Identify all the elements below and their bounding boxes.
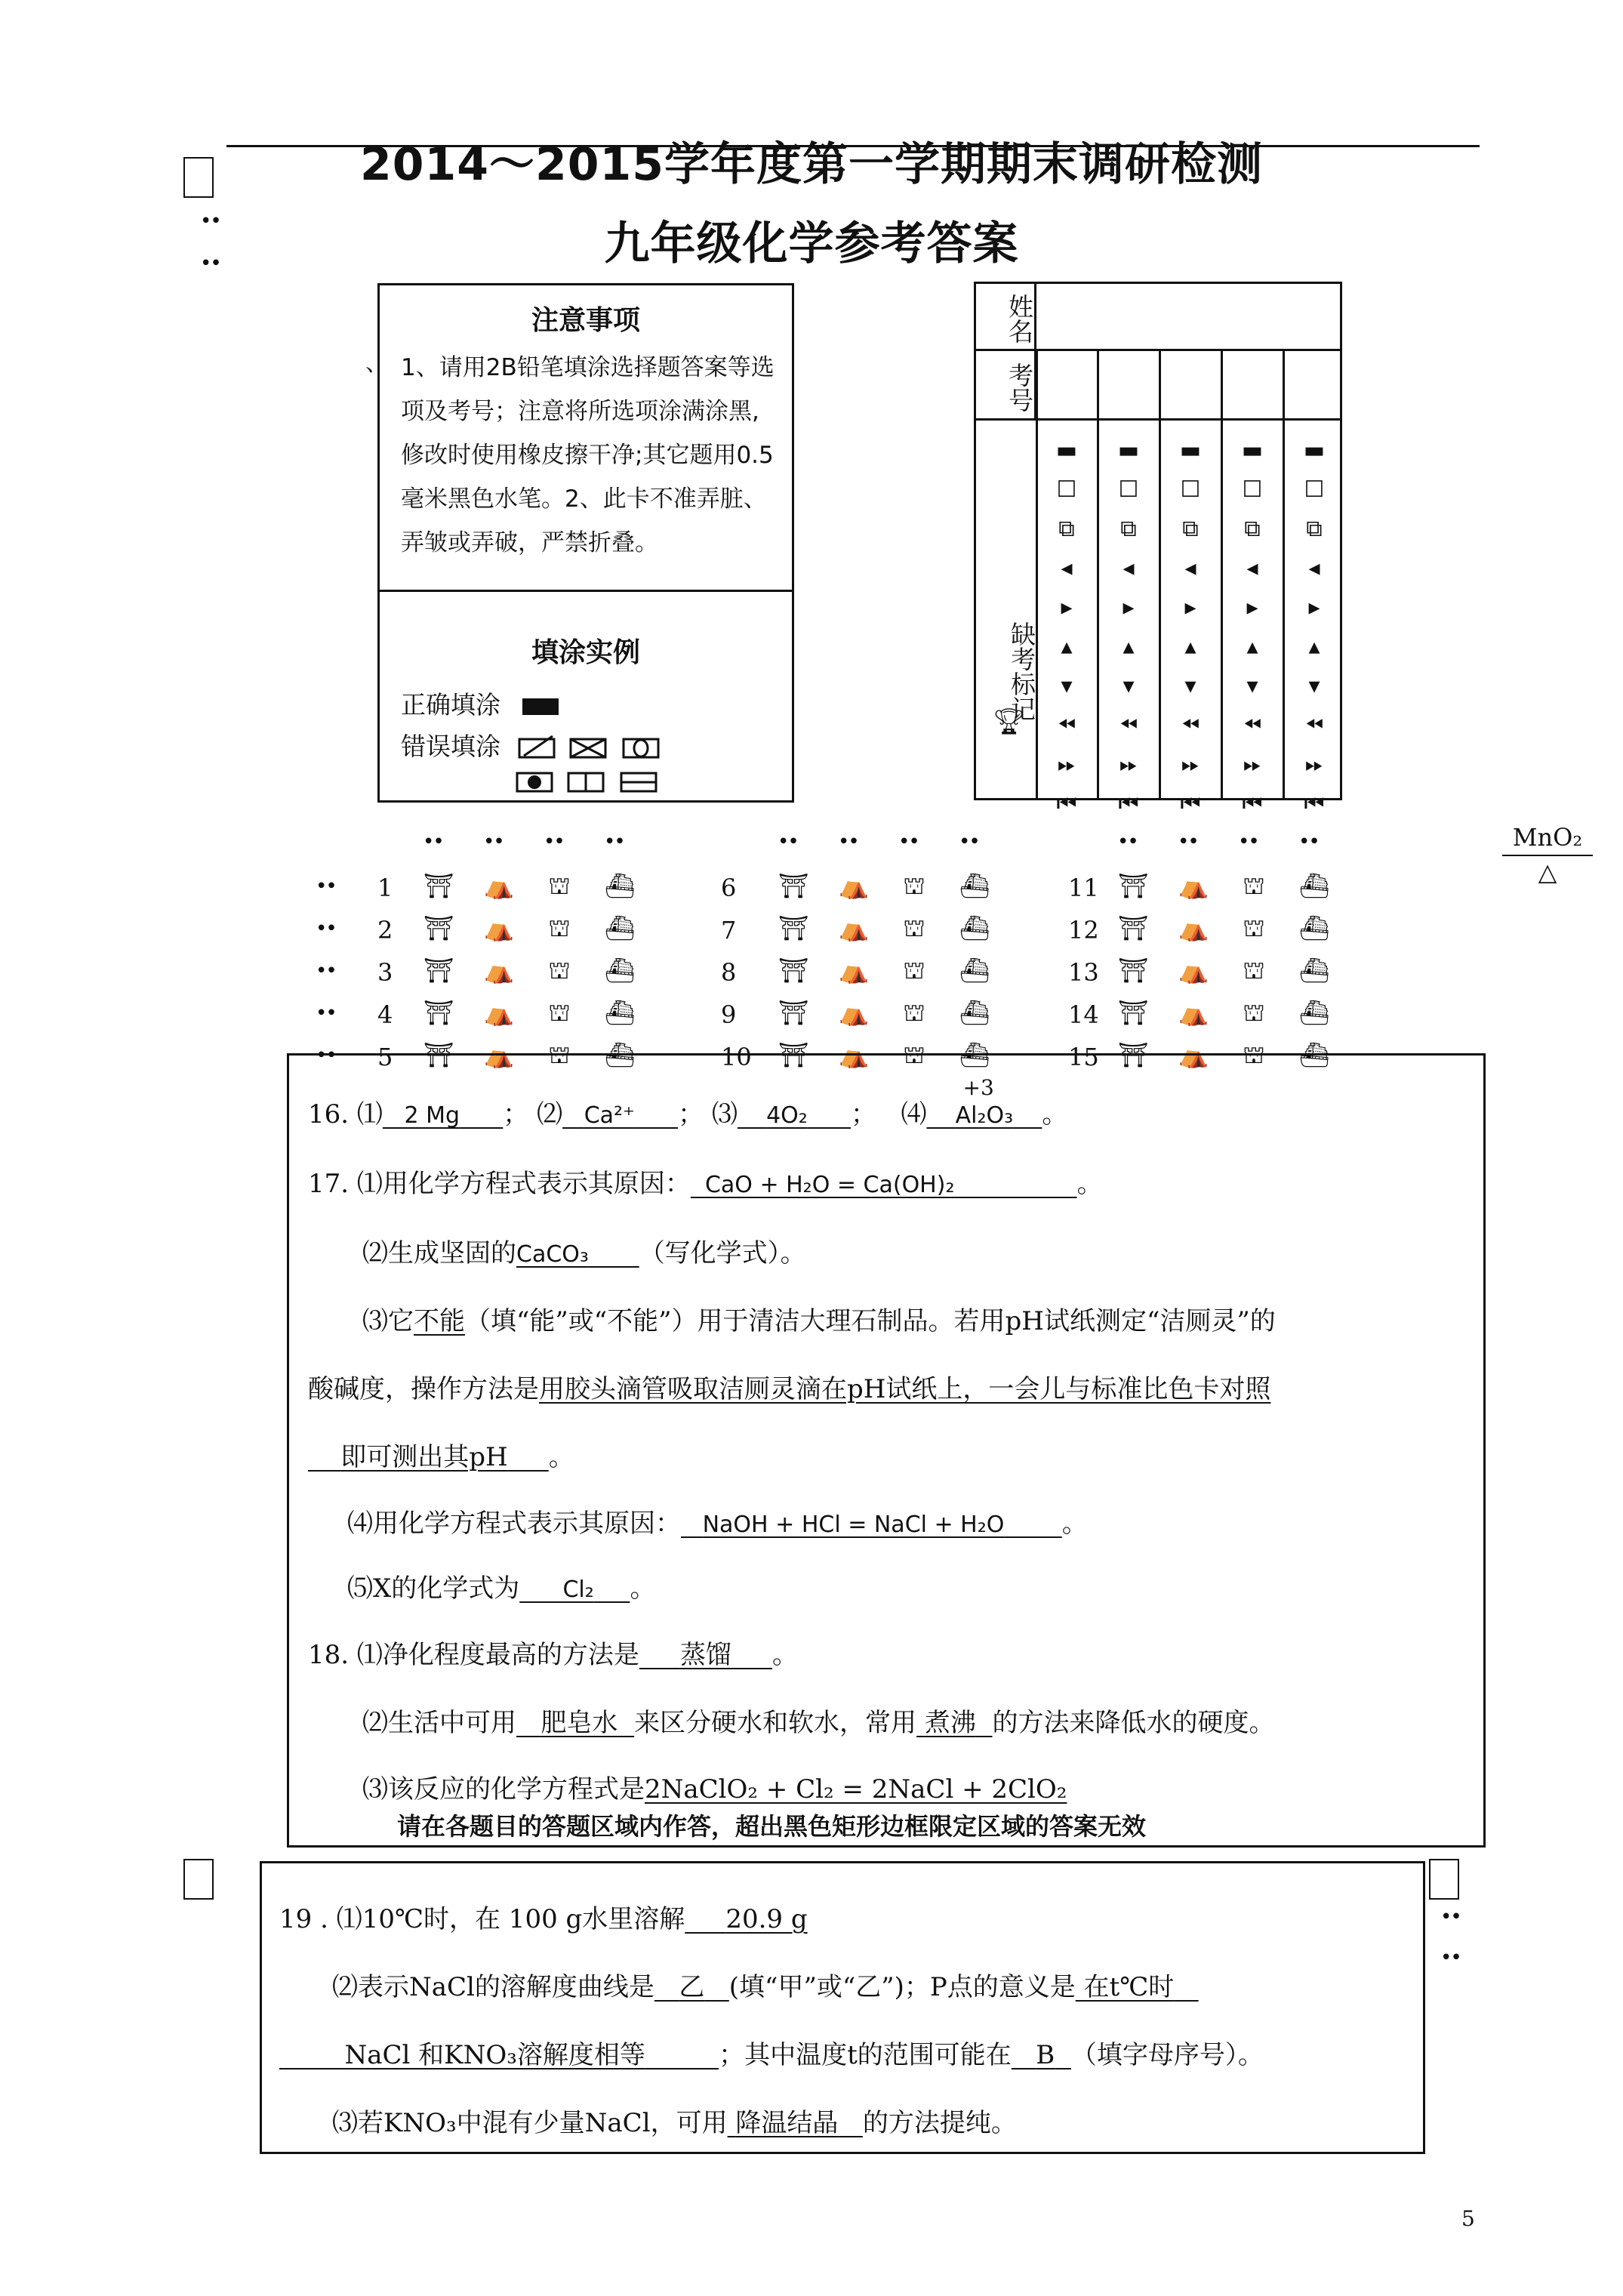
dots-icon: ••: [898, 831, 919, 853]
q17-line-4: [308, 1368, 1471, 1405]
answer-bubble-6-3[interactable]: ⛫: [903, 871, 925, 900]
answer-bubble-10-2[interactable]: ⛺: [839, 1040, 869, 1069]
q18-text: ⑴净化程度最高的方法是: [356, 1640, 639, 1670]
dots-icon: ••: [200, 210, 220, 233]
answer-bubble-3-4[interactable]: ⛴: [604, 956, 636, 985]
answer-bubble-3-2[interactable]: ⛺: [484, 956, 514, 985]
q19-line-3: [279, 2034, 1412, 2071]
bubble-column: ▬ ☐ ⧉ ◂ ▸ ▴ ▾ ⏪︎ ⏩︎ ⏮︎: [1055, 437, 1078, 817]
wrong-fill-samples-icon: [516, 769, 667, 796]
dots-icon: ••: [1178, 831, 1198, 853]
q16-part-1: ⑴: [356, 1099, 383, 1130]
bubble-column: ▬ ☐ ⧉ ◂ ▸ ▴ ▾ ⏪︎ ⏩︎ ⏮︎: [1241, 437, 1264, 817]
name-label: 姓名: [976, 284, 1036, 350]
answer-bubble-10-4[interactable]: ⛴: [959, 1040, 990, 1069]
answer-bubble-15-3[interactable]: ⛫: [1243, 1040, 1265, 1069]
question-number: 13: [1068, 958, 1099, 987]
q18-text: 的方法来降低水的硬度。: [992, 1708, 1275, 1738]
answer-bubble-13-4[interactable]: ⛴: [1298, 956, 1330, 985]
q18-number: 18.: [308, 1640, 350, 1670]
answer-bubble-7-4[interactable]: ⛴: [959, 914, 990, 942]
example-heading: 填涂实例: [531, 637, 640, 668]
q18-text: ⑶该反应的化学方程式是: [362, 1774, 645, 1804]
answer-bubble-9-1[interactable]: ⛩: [778, 998, 809, 1027]
q18-line-3: [362, 1768, 1480, 1805]
dots-icon: ••: [544, 831, 564, 853]
answer-bubble-11-2[interactable]: ⛺: [1178, 871, 1209, 900]
page-subtitle: 九年级化学参考答案: [604, 217, 1019, 270]
dots-icon: ••: [200, 252, 220, 275]
q18-answer-1: 蒸馏: [679, 1640, 731, 1670]
q16-number: 16.: [308, 1099, 350, 1130]
dots-icon: ••: [778, 831, 798, 853]
answer-bubble-3-3[interactable]: ⛫: [548, 956, 571, 985]
q17-line-2: [362, 1232, 1419, 1269]
answer-bubble-9-2[interactable]: ⛺: [839, 998, 869, 1027]
dots-icon: ••: [423, 831, 443, 853]
grid-line: [976, 418, 1340, 421]
q16-part-3: ⑶: [711, 1099, 738, 1130]
question-number: 15: [1068, 1043, 1099, 1071]
side-formula: [1502, 823, 1593, 886]
dots-icon: ••: [838, 831, 858, 853]
question-number: 14: [1068, 1000, 1099, 1029]
q19-text: 的方法提纯。: [862, 2108, 1017, 2138]
grid-line: [1097, 349, 1099, 800]
answer-bubble-1-4[interactable]: ⛴: [604, 871, 636, 900]
q17-answer-2: CaCO₃: [516, 1241, 589, 1268]
notice-section: [380, 285, 792, 592]
id-label: 考号: [976, 351, 1036, 421]
answer-bubble-1-2[interactable]: ⛺: [484, 871, 514, 900]
q17-answer-7: Cl₂: [562, 1576, 594, 1603]
answer-bubble-1-3[interactable]: ⛫: [548, 871, 571, 900]
q19-line-1: [279, 1898, 1412, 1935]
answer-bubble-2-4[interactable]: ⛴: [604, 914, 636, 942]
answer-bubble-5-2[interactable]: ⛺: [484, 1040, 514, 1069]
notice-text: 1、请用2B铅笔填涂选择题答案等选项及考号；注意将所选项涂满涂黑,修改时使用橡皮擦干净;其它题用0.5毫米黑色水笔。2、此卡不准弄脏、弄皱或弄破，严禁折叠。: [401, 354, 775, 556]
q16-line: 16. ⑴ 2 Mg ； ⑵ Ca²⁺ ； ⑶ 4O₂ ； ⑷ Al₂O₃ +3 。: [308, 1075, 1068, 1130]
q16-part-4: ⑷: [901, 1099, 927, 1130]
q19-answer-2: 乙: [679, 1972, 705, 2002]
answer-bubble-8-1[interactable]: ⛩: [778, 956, 809, 985]
question-number: 9: [721, 1000, 737, 1029]
question-number: 2: [377, 916, 393, 945]
q17-line-7: ⑸X的化学式为 Cl₂ 。: [347, 1573, 656, 1604]
correct-fill-sample: [522, 698, 559, 715]
answer-bubble-8-2[interactable]: ⛺: [839, 956, 869, 985]
correct-fill-row: [401, 686, 559, 721]
q17-text: ⑴用化学方程式表示其原因：: [356, 1169, 691, 1199]
answer-bubble-6-1[interactable]: ⛩: [778, 871, 809, 900]
bubble-column: ▬ ☐ ⧉ ◂ ▸ ▴ ▾ ⏪︎ ⏩︎ ⏮︎: [1303, 437, 1326, 817]
q19-answer-6: 降温结晶: [735, 2108, 839, 2138]
q19-text: ⑶若KNO₃中混有少量NaCl，可用: [332, 2108, 728, 2138]
dots-icon: ••: [316, 875, 336, 898]
q19-answer-4: NaCl 和KNO₃溶解度相等: [344, 2040, 645, 2070]
answer-bubble-2-2[interactable]: ⛺: [484, 914, 514, 942]
answer-bubble-10-1[interactable]: ⛩: [778, 1040, 809, 1069]
answer-bubble-15-4[interactable]: ⛴: [1298, 1040, 1330, 1069]
q16-answer-3: 4O₂: [766, 1102, 808, 1129]
answer-bubble-12-2[interactable]: ⛺: [1178, 914, 1209, 942]
q16-answer-4: Al₂O₃ +3: [955, 1075, 1014, 1129]
grid-line: [1283, 349, 1285, 800]
answer-bubble-8-3[interactable]: ⛫: [903, 956, 925, 985]
trophy-icon: 🏆︎: [993, 707, 1026, 737]
answer-bubble-7-2[interactable]: ⛺: [839, 914, 869, 942]
q19-answer-5: B: [1036, 2040, 1055, 2070]
q17-text: （填“能”或“不能”）用于清洁大理石制品。若用pH试纸测定“洁厕灵”的: [465, 1306, 1276, 1336]
answer-bubble-11-1[interactable]: ⛩: [1117, 871, 1149, 900]
q17-line-6: ⑷用化学方程式表示其原因： NaOH + HCl = NaCl + H₂O 。: [347, 1509, 1088, 1539]
answer-bubble-6-2[interactable]: ⛺: [839, 871, 869, 900]
answer-bubble-13-1[interactable]: ⛩: [1117, 956, 1149, 985]
wrong-fill-row: [401, 727, 684, 763]
answer-bubble-4-2[interactable]: ⛺: [484, 998, 514, 1027]
q17-text: 酸碱度，操作方法是: [308, 1374, 539, 1404]
q18-text: 来区分硬水和软水，常用: [634, 1708, 917, 1738]
notice-heading: 注意事项: [531, 305, 640, 336]
answer-area-warning: 请在各题目的答题区域内作答，超出黑色矩形边框限定区域的答案无效: [397, 1812, 1147, 1841]
bubble-column: ▬ ☐ ⧉ ◂ ▸ ▴ ▾ ⏪︎ ⏩︎ ⏮︎: [1117, 437, 1140, 817]
dots-icon: ••: [316, 1044, 336, 1067]
answer-bubble-4-1[interactable]: ⛩: [423, 998, 454, 1027]
q18-answer-2a: 肥皂水: [540, 1708, 618, 1738]
q19-answer-3: 在t℃时: [1083, 1972, 1175, 2002]
answer-bubble-14-3[interactable]: ⛫: [1243, 998, 1265, 1027]
question-number: 3: [377, 958, 393, 987]
q17-text: ⑶它: [362, 1306, 414, 1336]
q17-text: ⑷用化学方程式表示其原因：: [347, 1509, 681, 1539]
q17-line-1: 17. ⑴用化学方程式表示其原因： CaO + H₂O = Ca(OH)₂ 。: [308, 1169, 1103, 1199]
answer-bubble-12-4[interactable]: ⛴: [1298, 914, 1330, 942]
answer-bubble-6-4[interactable]: ⛴: [959, 871, 990, 900]
q16-answer-1: 2 Mg: [404, 1102, 460, 1129]
formula-top: MnO₂: [1502, 823, 1593, 856]
question-number: 1: [377, 874, 393, 902]
dots-icon: ••: [604, 831, 624, 853]
formula-bottom: △: [1538, 858, 1557, 886]
answer-bubble-12-3[interactable]: ⛫: [1243, 914, 1265, 942]
checkbox-icon: [1429, 1859, 1459, 1900]
checkbox-icon: [183, 1859, 214, 1900]
q19-line-2: [332, 1966, 1419, 2003]
q17-line-5: 即可测出其pH 。: [308, 1436, 1365, 1473]
answer-bubble-5-3[interactable]: ⛫: [548, 1040, 571, 1069]
answer-bubble-13-2[interactable]: ⛺: [1178, 956, 1209, 985]
answer-bubble-2-3[interactable]: ⛫: [548, 914, 571, 942]
answer-bubble-11-4[interactable]: ⛴: [1298, 871, 1330, 900]
answer-bubble-1-1[interactable]: ⛩: [423, 871, 454, 900]
q19-answer-1: 20.9 g: [725, 1904, 808, 1934]
q18-text: ⑵生活中可用: [362, 1708, 516, 1738]
q17-answer-6: NaOH + HCl = NaCl + H₂O: [702, 1512, 1005, 1538]
question-number: 5: [377, 1043, 393, 1071]
question-number: 4: [377, 1000, 393, 1029]
wrong-fill-row-2: [516, 769, 667, 802]
grid-line: [1159, 349, 1161, 800]
q17-text: （写化学式）。: [639, 1238, 806, 1268]
q17-answer-1: CaO + H₂O = Ca(OH)₂: [704, 1172, 955, 1198]
q19-number: 19 .: [279, 1904, 328, 1934]
q19-text: (填“甲”或“乙”)；P点的意义是: [728, 1972, 1076, 2002]
page-number: 5: [1461, 2206, 1475, 2231]
answer-bubble-4-3[interactable]: ⛫: [548, 998, 571, 1027]
answer-bubble-2-1[interactable]: ⛩: [423, 914, 454, 942]
answer-bubble-7-1[interactable]: ⛩: [778, 914, 809, 942]
answer-bubble-7-3[interactable]: ⛫: [903, 914, 925, 942]
q17-line-3: [362, 1300, 1480, 1337]
q16-part-2: ⑵: [537, 1099, 563, 1130]
answer-bubble-12-1[interactable]: ⛩: [1117, 914, 1149, 942]
grid-line: [1221, 349, 1223, 800]
answer-bubble-5-4[interactable]: ⛴: [604, 1040, 636, 1069]
dots-icon: ••: [316, 1002, 336, 1025]
answer-bubble-14-4[interactable]: ⛴: [1298, 998, 1330, 1027]
answer-bubble-14-2[interactable]: ⛺: [1178, 998, 1209, 1027]
dots-icon: ••: [316, 960, 336, 982]
question-number: 12: [1068, 916, 1099, 945]
q17-answer-3: 不能: [414, 1306, 465, 1336]
dots-icon: ••: [1117, 831, 1138, 853]
dots-icon: ••: [1440, 1906, 1461, 1928]
q19-text: （填字母序号）。: [1070, 2040, 1264, 2070]
page-title: 2014～2015学年度第一学期期末调研检测: [360, 138, 1263, 191]
q18-line-2: [362, 1702, 1480, 1739]
q19-text: ⑵表示NaCl的溶解度曲线是: [332, 1972, 654, 2002]
dots-icon: ••: [483, 831, 504, 853]
answer-bubble-10-3[interactable]: ⛫: [903, 1040, 925, 1069]
q19-text: ⑴10℃时，在 100 g水里溶解: [336, 1904, 685, 1934]
answer-bubble-13-3[interactable]: ⛫: [1243, 956, 1265, 985]
notice-box: [377, 283, 794, 803]
correct-fill-label: 正确填涂: [401, 690, 500, 720]
q18-answer-3: 2NaClO₂ + Cl₂ = 2NaCl + 2ClO₂: [645, 1774, 1067, 1804]
student-info-grid: [974, 282, 1342, 817]
question-number: 6: [721, 874, 737, 902]
dots-icon: ••: [316, 917, 336, 940]
q17-number: 17.: [308, 1169, 350, 1199]
answer-bubble-15-1[interactable]: ⛩: [1117, 1040, 1149, 1069]
question-number: 11: [1068, 874, 1099, 902]
dots-icon: ••: [1298, 831, 1319, 853]
dots-icon: ••: [1440, 1946, 1461, 1969]
question-number: 8: [721, 958, 737, 987]
answer-bubble-9-4[interactable]: ⛴: [959, 998, 990, 1027]
q17-text: ⑵生成坚固的: [362, 1238, 516, 1268]
question-number: 10: [721, 1043, 752, 1071]
answer-bubble-14-1[interactable]: ⛩: [1117, 998, 1149, 1027]
answer-bubble-11-3[interactable]: ⛫: [1243, 871, 1265, 900]
q18-answer-2b: 煮沸: [924, 1708, 976, 1738]
q17-answer-4: 用胶头滴管吸取洁厕灵滴在pH试纸上，一会儿与标准比色卡对照: [539, 1374, 1271, 1404]
answer-bubble-9-3[interactable]: ⛫: [903, 998, 925, 1027]
answer-bubble-8-4[interactable]: ⛴: [959, 956, 990, 985]
q17-text: ⑸X的化学式为: [347, 1573, 520, 1604]
q16-valence: +3: [962, 1075, 994, 1100]
q16-answer-2: Ca²⁺: [584, 1102, 635, 1129]
answer-bubble-3-1[interactable]: ⛩: [423, 956, 454, 985]
answer-bubble-4-4[interactable]: ⛴: [604, 998, 636, 1027]
question-number: 7: [721, 916, 737, 945]
bubble-column: ▬ ☐ ⧉ ◂ ▸ ▴ ▾ ⏪︎ ⏩︎ ⏮︎: [1179, 437, 1202, 817]
q17-answer-5: 即可测出其pH: [340, 1442, 508, 1472]
absent-label: 缺考标记: [1007, 621, 1036, 721]
wrong-fill-samples-icon: [518, 733, 684, 763]
dots-icon: ••: [1238, 831, 1258, 853]
answer-bubble-5-1[interactable]: ⛩: [423, 1040, 454, 1069]
comma-mark: 、: [365, 350, 388, 377]
q19-text: ；其中温度t的范围可能在: [719, 2040, 1012, 2070]
dots-icon: ••: [959, 831, 979, 853]
q18-line-1: 18. ⑴净化程度最高的方法是 蒸馏 。: [308, 1640, 798, 1670]
answer-bubble-15-2[interactable]: ⛺: [1178, 1040, 1209, 1069]
q19-line-4: [332, 2102, 1419, 2139]
wrong-fill-label: 错误填涂: [401, 732, 500, 761]
